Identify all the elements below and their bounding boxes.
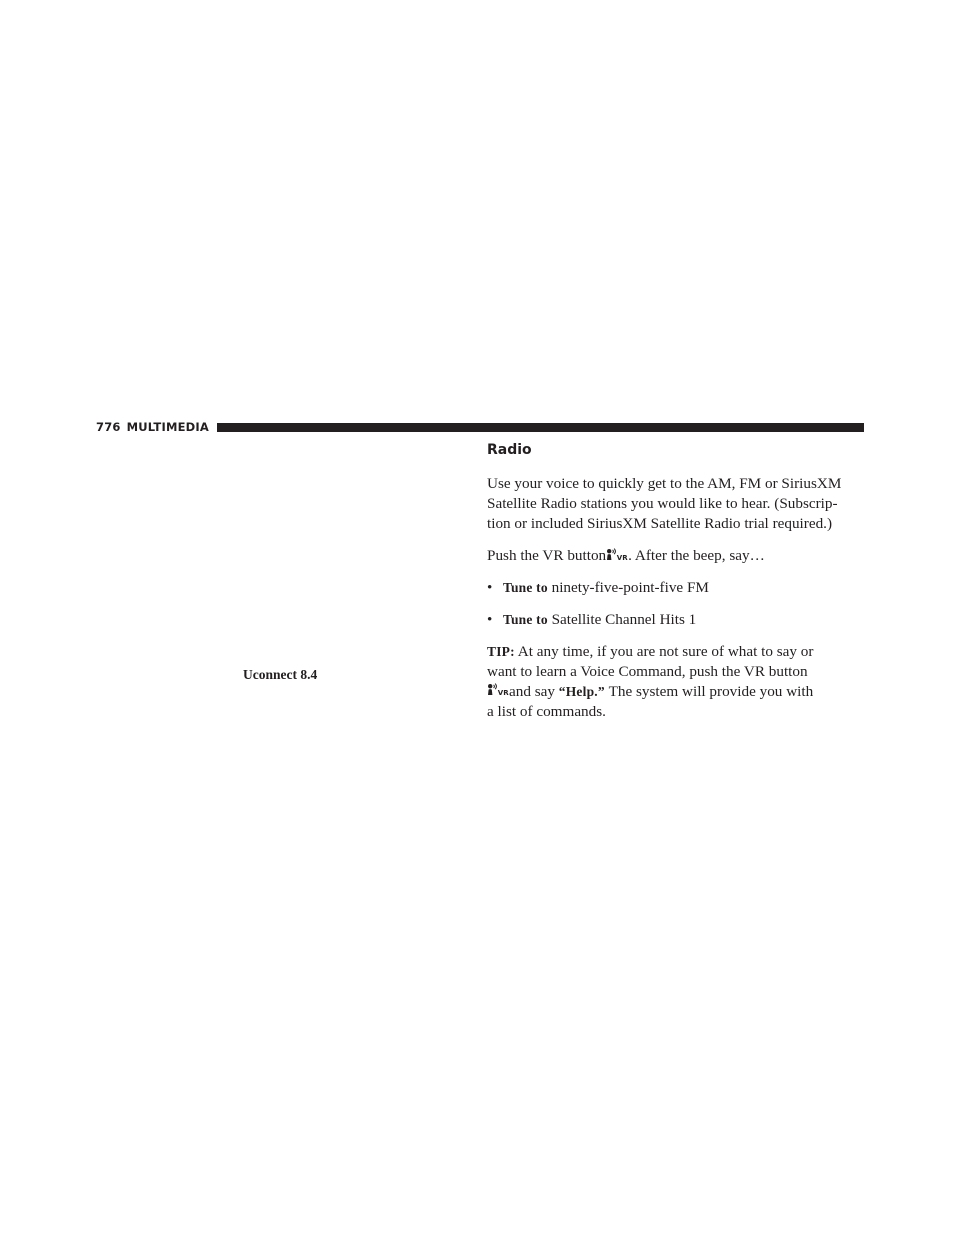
tip-line	[487, 682, 863, 702]
push-text: Push the VR button	[487, 547, 607, 564]
tip-label: TIP:	[487, 644, 515, 659]
vr-voice-icon	[487, 682, 509, 696]
tip-line: want to learn a Voice Command, push the VR button	[487, 663, 808, 680]
page-number: 776	[96, 420, 121, 434]
command-keyword: Tune to	[503, 580, 548, 595]
command-text: Satellite Channel Hits 1	[551, 611, 697, 628]
section-heading: Radio	[487, 442, 532, 458]
figure-caption: Uconnect 8.4	[243, 667, 318, 682]
svg-text:VR: VR	[616, 554, 628, 561]
command-keyword: Tune to	[503, 612, 548, 627]
tip-line: a list of commands.	[487, 703, 606, 720]
tip-text: At any time, if you are not sure of what to say or	[517, 643, 814, 660]
command-text: ninety-five-point-five FM	[551, 579, 709, 596]
and-say-text: and say	[509, 683, 555, 700]
tip-paragraph	[487, 642, 863, 722]
tip-rest-text: The system will provide you with	[608, 683, 814, 700]
tip-line	[487, 642, 863, 662]
help-command: “Help.”	[558, 684, 605, 699]
command-item	[487, 578, 863, 598]
vr-voice-icon	[606, 547, 628, 561]
push-instruction	[487, 546, 863, 566]
header-rule	[217, 423, 864, 432]
section-title: MULTIMEDIA	[126, 420, 209, 434]
intro-line: Use your voice to quickly get to the AM, FM or SiriusXM	[487, 475, 842, 492]
command-item	[487, 610, 863, 630]
bullet: •	[487, 611, 493, 628]
radio-section	[487, 440, 863, 734]
svg-text:VR: VR	[497, 689, 509, 696]
bullet: •	[487, 579, 493, 596]
after-text: . After the beep, say…	[628, 547, 765, 564]
page-header	[96, 419, 864, 435]
intro-line: tion or included SiriusXM Satellite Radio trial required.)	[487, 515, 833, 532]
intro-line: Satellite Radio stations you would like to hear. (Subscrip-	[487, 495, 838, 512]
intro-paragraph	[487, 474, 863, 534]
